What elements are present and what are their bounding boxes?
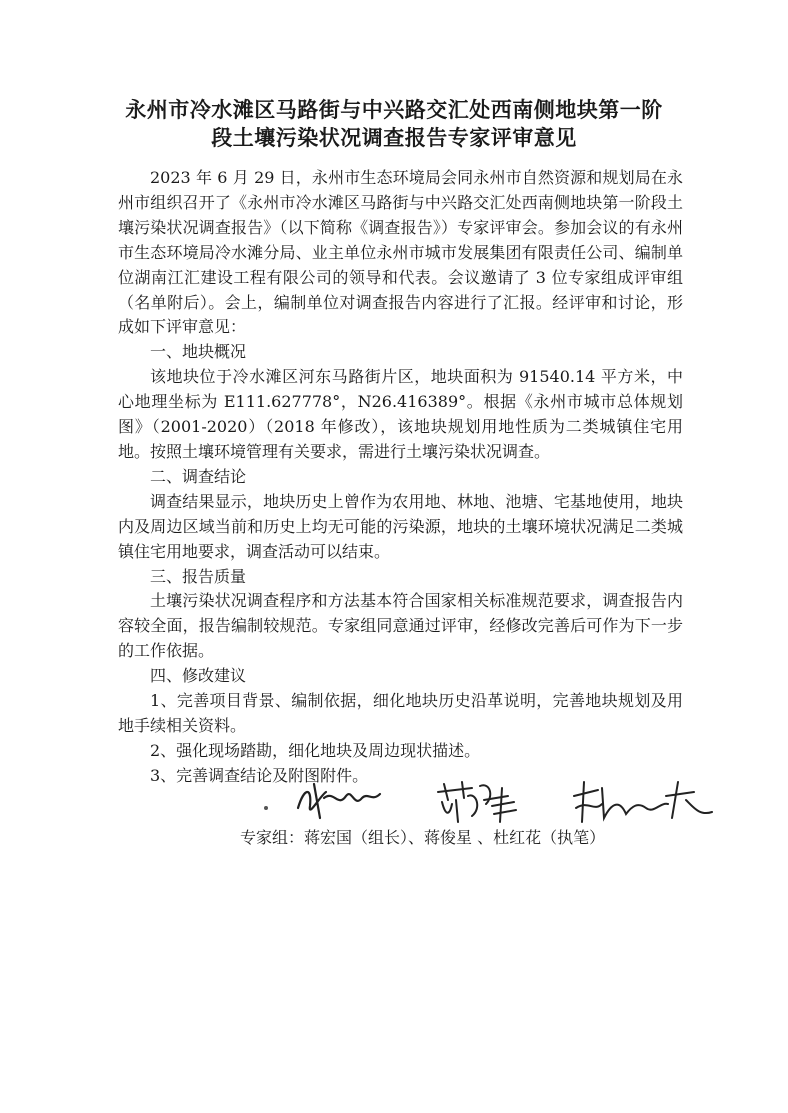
suggestion-2: 2、强化现场踏勘，细化地块及周边现状描述。: [150, 740, 481, 760]
document-title: [100, 96, 688, 152]
suggestion-1: 1、完善项目背景、编制依据，细化地块历史沿革说明，完善地块规划及用地手续相关资料。: [118, 691, 683, 735]
intro-paragraph: 2023 年 6 月 29 日，永州市生态环境局会同永州市自然资源和规划局在永州市组织召开了《永州市冷水滩区马路街与中兴路交汇处西南侧地块第一阶段土壤污染状况调查报告》（以下简称《调查报告》）专家评审会。参加会议的有永州市生态环境局冷水滩分局、业主单位永州市城市发展集团有限责任公司、编制单位湖南江汇建设工程有限公司的领导和代表。会议邀请了 3 位专家组成评审组（名单附后）。会上，编制单位对调查报告内容进行了汇报。经评审和讨论，形成如下评审意见：: [118, 168, 683, 337]
title-line-1: 永州市冷水滩区马路街与中兴路交汇处西南侧地块第一阶: [125, 97, 663, 122]
section-heading-3: 三、报告质量: [150, 566, 247, 586]
signature-3-icon: [568, 778, 718, 824]
expert-group-line: 专家组：蒋宏国（组长）、蒋俊星 、杜红花（执笔）: [240, 828, 606, 847]
signatures: [290, 778, 720, 828]
section-heading-2: 二、调查结论: [150, 466, 247, 486]
signature-1-icon: [290, 778, 390, 824]
document-body: [118, 166, 683, 789]
ink-dot: [264, 806, 268, 810]
signature-2-icon: [432, 778, 522, 824]
section-3-paragraph: 土壤污染状况调查程序和方法基本符合国家相关标准规范要求，调查报告内容较全面，报告编制较规范。专家组同意通过评审，经修改完善后可作为下一步的工作依据。: [118, 591, 683, 661]
section-heading-1: 一、地块概况: [150, 342, 247, 362]
section-1-paragraph: 该地块位于冷水滩区河东马路街片区，地块面积为 91540.14 平方米，中心地理坐标为 E111.627778°，N26.416389°。根据《永州市城市总体规划图》（2001-2020）（2018 年修改），该地块规划用地性质为二类城镇住宅用地。按照土壤环境管理有关要求，需进行土壤污染状况调查。: [118, 367, 683, 461]
title-line-2: 段土壤污染状况调查报告专家评审意见: [211, 125, 577, 150]
suggestion-3: 3、完善调查结论及附图附件。: [150, 765, 369, 785]
section-heading-4: 四、修改建议: [150, 666, 247, 686]
section-2-paragraph: 调查结果显示，地块历史上曾作为农用地、林地、池塘、宅基地使用，地块内及周边区域当前和历史上均无可能的污染源，地块的土壤环境状况满足二类城镇住宅用地要求，调查活动可以结束。: [118, 491, 683, 561]
